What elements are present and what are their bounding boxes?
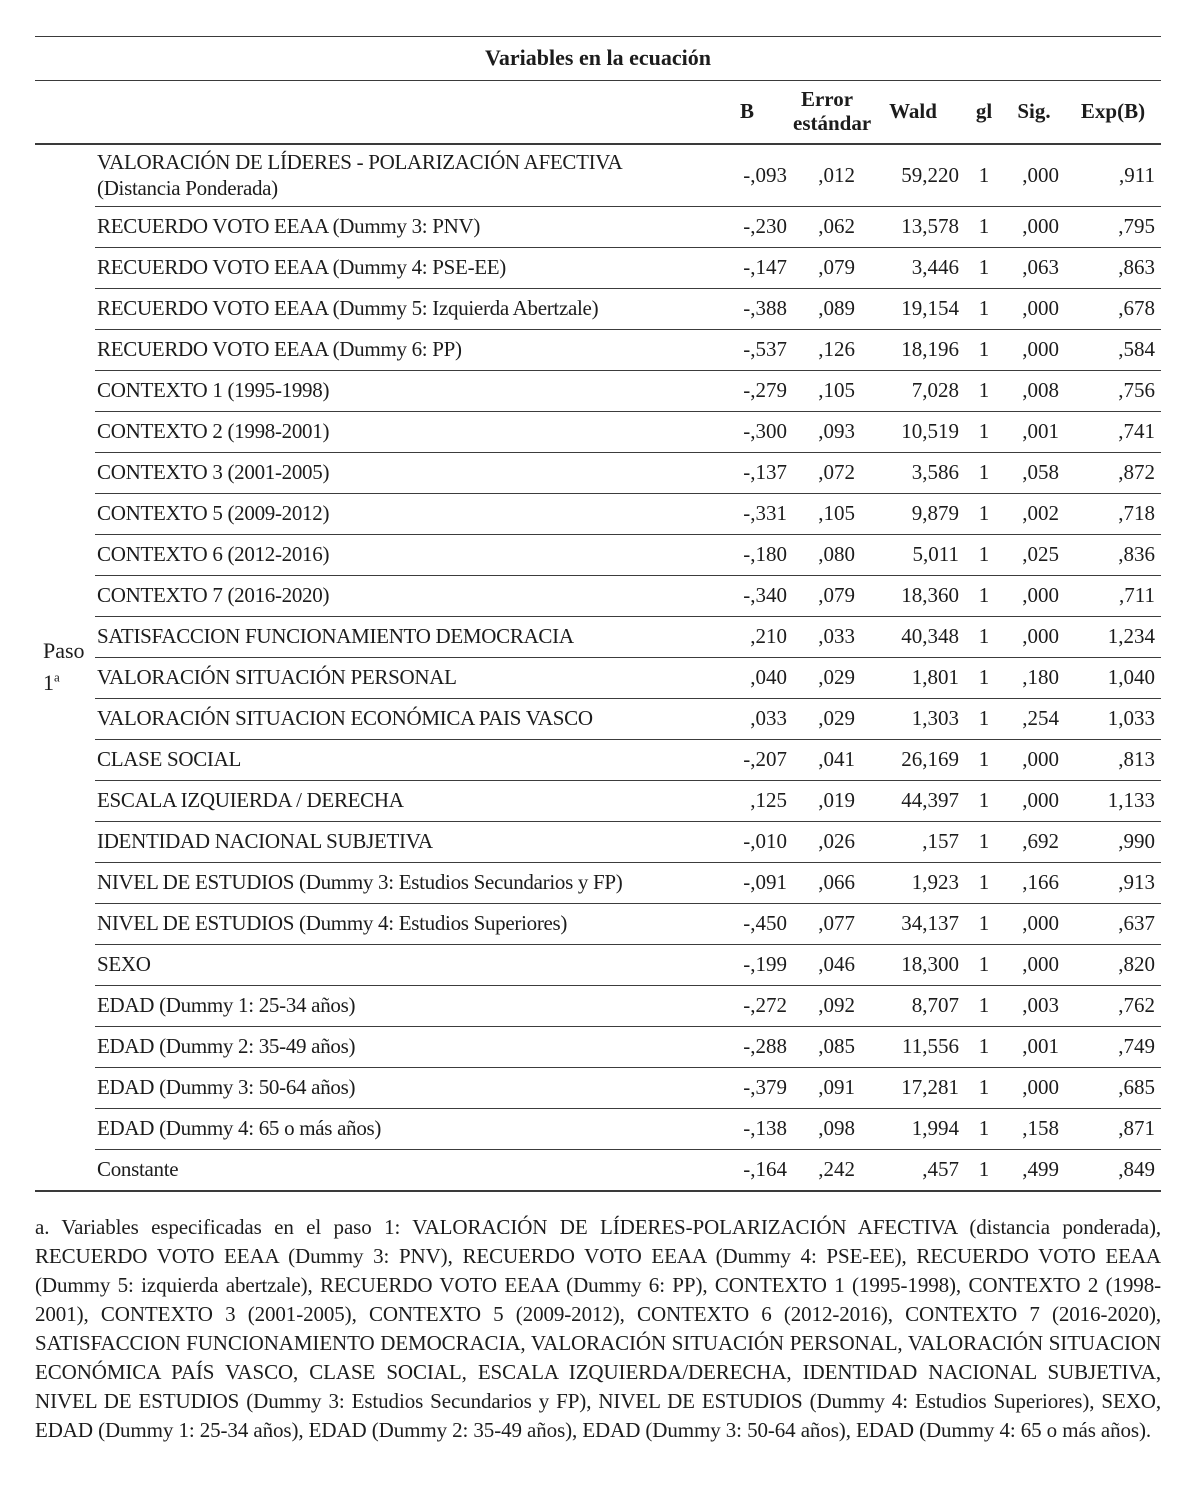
sig-value: ,001	[1022, 1034, 1059, 1058]
table-row	[95, 575, 1161, 616]
b-value: -,279	[743, 378, 787, 402]
sig-value: ,000	[1022, 952, 1059, 976]
exp-b-value: ,990	[1118, 829, 1155, 853]
exp-b-value: ,749	[1118, 1034, 1155, 1058]
std-error-value: ,126	[818, 337, 855, 361]
wald-value: 40,348	[901, 624, 959, 648]
variable-label: ESCALA IZQUIERDA / DERECHA	[97, 788, 404, 813]
variable-label: SEXO	[97, 952, 151, 977]
wald-value: 59,220	[901, 162, 959, 187]
col-header-b: B	[739, 99, 754, 124]
gl-value: 1	[978, 665, 990, 689]
step-word: Paso	[43, 638, 85, 664]
table-row	[95, 821, 1161, 862]
table-row	[95, 370, 1161, 411]
exp-b-value: ,718	[1118, 501, 1155, 525]
gl-value: 1	[978, 624, 990, 648]
sig-value: ,180	[1022, 665, 1059, 689]
gl-value: 1	[978, 952, 990, 976]
step-number: 1$^a$	[43, 669, 60, 696]
table-row	[95, 780, 1161, 821]
wald-value: 34,137	[901, 911, 959, 935]
std-error-value: ,033	[818, 624, 855, 648]
variable-label: RECUERDO VOTO EEAA (Dummy 3: PNV)	[97, 214, 481, 239]
variable-label: RECUERDO VOTO EEAA (Dummy 5: Izquierda Abertzale)	[97, 296, 599, 321]
std-error-value: ,091	[818, 1075, 855, 1099]
std-error-value: ,242	[818, 1157, 855, 1181]
table-row	[95, 452, 1161, 493]
gl-value: 1	[978, 747, 990, 771]
table-footnote: a. Variables especificadas en el paso 1: VALORACIÓN DE LÍDERES-POLARIZACIÓN AFECTIVA (distancia ponderada), RECUERDO VOTO EEAA (Dummy 3: PNV), RECUERDO VOTO EEAA (Dummy 4: PSE-EE), RECUERDO VOTO EEAA (Dummy 5: izquierda abertzale), RECUERDO VOTO EEAA (Dummy 6: PP), CONTEXTO 1 (1995-1998), CONTEXTO 2 (1998-2001), CONTEXTO 3 (2001-2005), CONTEXTO 5 (2009-2012), CONTEXTO 6 (2012-2016), CONTEXTO 7 (2016-2020), SATISFACCION FUNCIONAMIENTO DEMOCRACIA, VALORACIÓN SITUACIÓN PERSONAL, VALORACIÓN SITUACION ECONÓMICA PAÍS VASCO, CLASE SOCIAL, ESCALA IZQUIERDA/DERECHA, IDENTIDAD NACIONAL SUBJETIVA, NIVEL DE ESTUDIOS (Dummy 3: Estudios Secundarios y FP), NIVEL DE ESTUDIOS (Dummy 4: Estudios Superiores), SEXO, EDAD (Dummy 1: 25-34 años), EDAD (Dummy 2: 35-49 años), EDAD (Dummy 3: 50-64 años), EDAD (Dummy 4: 65 o más años).	[35, 1214, 1161, 1442]
variable-label: IDENTIDAD NACIONAL SUBJETIVA	[97, 829, 433, 854]
gl-value: 1	[978, 255, 990, 279]
std-error-value: ,092	[818, 993, 855, 1017]
std-error-value: ,085	[818, 1034, 855, 1058]
exp-b-value: ,871	[1118, 1116, 1155, 1140]
variable-label: EDAD (Dummy 4: 65 o más años)	[97, 1116, 382, 1141]
variable-label: CONTEXTO 1 (1995-1998)	[97, 378, 330, 403]
wald-value: 1,994	[911, 1116, 959, 1140]
variable-label: EDAD (Dummy 2: 35-49 años)	[97, 1034, 356, 1059]
wald-value: ,157	[922, 829, 959, 853]
sig-value: ,058	[1022, 460, 1059, 484]
exp-b-value: ,820	[1118, 952, 1155, 976]
b-value: -,207	[743, 747, 787, 771]
table-row	[95, 1026, 1161, 1067]
exp-b-value: ,913	[1118, 870, 1155, 894]
sig-value: ,000	[1022, 624, 1059, 648]
table-row	[95, 985, 1161, 1026]
table-row	[95, 616, 1161, 657]
variable-label: RECUERDO VOTO EEAA (Dummy 6: PP)	[97, 337, 462, 362]
wald-value: 19,154	[901, 296, 959, 320]
exp-b-value: ,911	[1119, 162, 1155, 187]
wald-value: 17,281	[901, 1075, 959, 1099]
exp-b-value: ,863	[1118, 255, 1155, 279]
table-row	[95, 534, 1161, 575]
std-error-value: ,012	[818, 162, 855, 187]
b-value: -,388	[743, 296, 787, 320]
variable-label: VALORACIÓN SITUACION ECONÓMICA PAIS VASCO	[97, 706, 593, 731]
b-value: -,147	[743, 255, 787, 279]
col-header-sig: Sig.	[1017, 99, 1051, 124]
table-rows	[95, 145, 1161, 1190]
sig-value: ,008	[1022, 378, 1059, 402]
std-error-value: ,066	[818, 870, 855, 894]
b-value: -,300	[743, 419, 787, 443]
exp-b-value: ,584	[1118, 337, 1155, 361]
table-row	[95, 1108, 1161, 1149]
wald-value: 18,196	[901, 337, 959, 361]
sig-value: ,000	[1022, 337, 1059, 361]
table-row	[95, 247, 1161, 288]
exp-b-value: ,685	[1118, 1075, 1155, 1099]
variable-label: SATISFACCION FUNCIONAMIENTO DEMOCRACIA	[97, 624, 574, 649]
exp-b-value: ,813	[1118, 747, 1155, 771]
variable-label: CONTEXTO 3 (2001-2005)	[97, 460, 330, 485]
table-row	[95, 862, 1161, 903]
std-error-value: ,080	[818, 542, 855, 566]
exp-b-value: 1,040	[1107, 665, 1155, 689]
exp-b-value: ,872	[1118, 460, 1155, 484]
sig-value: ,000	[1022, 788, 1059, 812]
gl-value: 1	[978, 788, 990, 812]
b-value: -,537	[743, 337, 787, 361]
table-row	[95, 698, 1161, 739]
table-row	[95, 411, 1161, 452]
exp-b-value: ,795	[1118, 214, 1155, 238]
b-value: -,272	[743, 993, 787, 1017]
sig-value: ,000	[1022, 162, 1059, 187]
std-error-value: ,029	[818, 665, 855, 689]
b-value: -,091	[743, 870, 787, 894]
table-row	[95, 739, 1161, 780]
sig-value: ,001	[1022, 419, 1059, 443]
exp-b-value: ,756	[1118, 378, 1155, 402]
col-header-gl: gl	[975, 99, 993, 124]
wald-value: 5,011	[912, 542, 959, 566]
std-error-value: ,079	[818, 583, 855, 607]
variable-label: CONTEXTO 6 (2012-2016)	[97, 542, 330, 567]
gl-value: 1	[978, 911, 990, 935]
std-error-value: ,077	[818, 911, 855, 935]
b-value: ,125	[750, 788, 787, 812]
b-value: -,093	[743, 162, 787, 187]
sig-value: ,158	[1022, 1116, 1059, 1140]
gl-value: 1	[978, 1034, 990, 1058]
sig-value: ,000	[1022, 214, 1059, 238]
sig-value: ,254	[1022, 706, 1059, 730]
table-row	[95, 329, 1161, 370]
sig-value: ,000	[1022, 911, 1059, 935]
b-value: -,331	[743, 501, 787, 525]
b-value: -,288	[743, 1034, 787, 1058]
wald-value: 3,446	[911, 255, 959, 279]
regression-table	[35, 36, 1161, 1192]
variable-label: CLASE SOCIAL	[97, 747, 241, 772]
variable-label: RECUERDO VOTO EEAA (Dummy 4: PSE-EE)	[97, 255, 507, 280]
gl-value: 1	[978, 162, 990, 187]
variable-label: CONTEXTO 7 (2016-2020)	[97, 583, 330, 608]
b-value: ,040	[750, 665, 787, 689]
wald-value: 1,923	[911, 870, 959, 894]
wald-value: 7,028	[911, 378, 959, 402]
gl-value: 1	[978, 583, 990, 607]
wald-value: 13,578	[901, 214, 959, 238]
table-header-row	[35, 81, 1161, 145]
sig-value: ,692	[1022, 829, 1059, 853]
sig-value: ,002	[1022, 501, 1059, 525]
b-value: -,138	[743, 1116, 787, 1140]
table-row	[95, 206, 1161, 247]
sig-value: ,025	[1022, 542, 1059, 566]
b-value: -,137	[743, 460, 787, 484]
std-error-value: ,062	[818, 214, 855, 238]
variable-label: VALORACIÓN DE LÍDERES - POLARIZACIÓN AFECTIVA (Distancia Ponderada)	[97, 150, 622, 201]
wald-value: 8,707	[911, 993, 959, 1017]
gl-value: 1	[978, 1116, 990, 1140]
std-error-value: ,089	[818, 296, 855, 320]
exp-b-value: ,711	[1119, 583, 1155, 607]
wald-value: 18,360	[901, 583, 959, 607]
table-row	[95, 145, 1161, 206]
std-error-value: ,079	[818, 255, 855, 279]
gl-value: 1	[978, 460, 990, 484]
variable-label: EDAD (Dummy 3: 50-64 años)	[97, 1075, 356, 1100]
gl-value: 1	[978, 419, 990, 443]
b-value: -,379	[743, 1075, 787, 1099]
std-error-value: ,046	[818, 952, 855, 976]
col-header-wald: Wald	[889, 99, 937, 124]
table-row	[95, 493, 1161, 534]
gl-value: 1	[978, 1157, 990, 1181]
table-row	[95, 288, 1161, 329]
wald-value: 10,519	[901, 419, 959, 443]
b-value: ,210	[750, 624, 787, 648]
table-row	[95, 903, 1161, 944]
gl-value: 1	[978, 337, 990, 361]
variable-label: NIVEL DE ESTUDIOS (Dummy 4: Estudios Superiores)	[97, 911, 568, 936]
sig-value: ,166	[1022, 870, 1059, 894]
exp-b-value: 1,033	[1107, 706, 1155, 730]
col-header-exp-b: Exp(B)	[1080, 99, 1146, 124]
variable-label: CONTEXTO 2 (1998-2001)	[97, 419, 330, 444]
variable-label: VALORACIÓN SITUACIÓN PERSONAL	[97, 665, 457, 690]
exp-b-value: ,836	[1118, 542, 1155, 566]
table-title: Variables en la ecuación	[35, 37, 1161, 81]
wald-value: 11,556	[902, 1034, 959, 1058]
wald-value: 1,801	[911, 665, 959, 689]
std-error-value: ,105	[818, 501, 855, 525]
wald-value: 44,397	[901, 788, 959, 812]
sig-value: ,063	[1022, 255, 1059, 279]
std-error-value: ,019	[818, 788, 855, 812]
std-error-value: ,093	[818, 419, 855, 443]
col-header-std-error: Error estándar	[793, 87, 872, 135]
gl-value: 1	[978, 829, 990, 853]
table-body	[35, 145, 1161, 1190]
b-value: -,340	[743, 583, 787, 607]
std-error-value: ,072	[818, 460, 855, 484]
sig-value: ,000	[1022, 583, 1059, 607]
gl-value: 1	[978, 706, 990, 730]
gl-value: 1	[978, 993, 990, 1017]
wald-value: 18,300	[901, 952, 959, 976]
sig-value: ,000	[1022, 747, 1059, 771]
table-row	[95, 657, 1161, 698]
wald-value: 1,303	[911, 706, 959, 730]
b-value: -,010	[743, 829, 787, 853]
b-value: -,450	[743, 911, 787, 935]
b-value: -,199	[743, 952, 787, 976]
b-value: -,230	[743, 214, 787, 238]
std-error-value: ,026	[818, 829, 855, 853]
sig-value: ,000	[1022, 296, 1059, 320]
exp-b-value: ,678	[1118, 296, 1155, 320]
exp-b-value: ,849	[1118, 1157, 1155, 1181]
variable-label: NIVEL DE ESTUDIOS (Dummy 3: Estudios Secundarios y FP)	[97, 870, 623, 895]
exp-b-value: ,637	[1118, 911, 1155, 935]
sig-value: ,499	[1022, 1157, 1059, 1181]
table-row	[95, 1067, 1161, 1108]
exp-b-value: 1,133	[1107, 788, 1155, 812]
exp-b-value: ,762	[1118, 993, 1155, 1017]
wald-value: 9,879	[911, 501, 959, 525]
gl-value: 1	[978, 1075, 990, 1099]
gl-value: 1	[978, 378, 990, 402]
wald-value: 3,586	[911, 460, 959, 484]
wald-value: ,457	[922, 1157, 959, 1181]
step-footnote-marker: a	[54, 669, 60, 685]
exp-b-value: 1,234	[1107, 624, 1155, 648]
gl-value: 1	[978, 296, 990, 320]
gl-value: 1	[978, 214, 990, 238]
variable-label: EDAD (Dummy 1: 25-34 años)	[97, 993, 356, 1018]
variable-label: CONTEXTO 5 (2009-2012)	[97, 501, 330, 526]
exp-b-value: ,741	[1118, 419, 1155, 443]
std-error-value: ,098	[818, 1116, 855, 1140]
gl-value: 1	[978, 501, 990, 525]
step-label	[35, 145, 95, 1190]
table-row	[95, 1149, 1161, 1190]
wald-value: 26,169	[901, 747, 959, 771]
table-row	[95, 944, 1161, 985]
sig-value: ,000	[1022, 1075, 1059, 1099]
gl-value: 1	[978, 542, 990, 566]
sig-value: ,003	[1022, 993, 1059, 1017]
std-error-value: ,105	[818, 378, 855, 402]
b-value: ,033	[750, 706, 787, 730]
std-error-value: ,041	[818, 747, 855, 771]
b-value: -,180	[743, 542, 787, 566]
variable-label: Constante	[97, 1157, 179, 1182]
std-error-value: ,029	[818, 706, 855, 730]
b-value: -,164	[743, 1157, 787, 1181]
gl-value: 1	[978, 870, 990, 894]
